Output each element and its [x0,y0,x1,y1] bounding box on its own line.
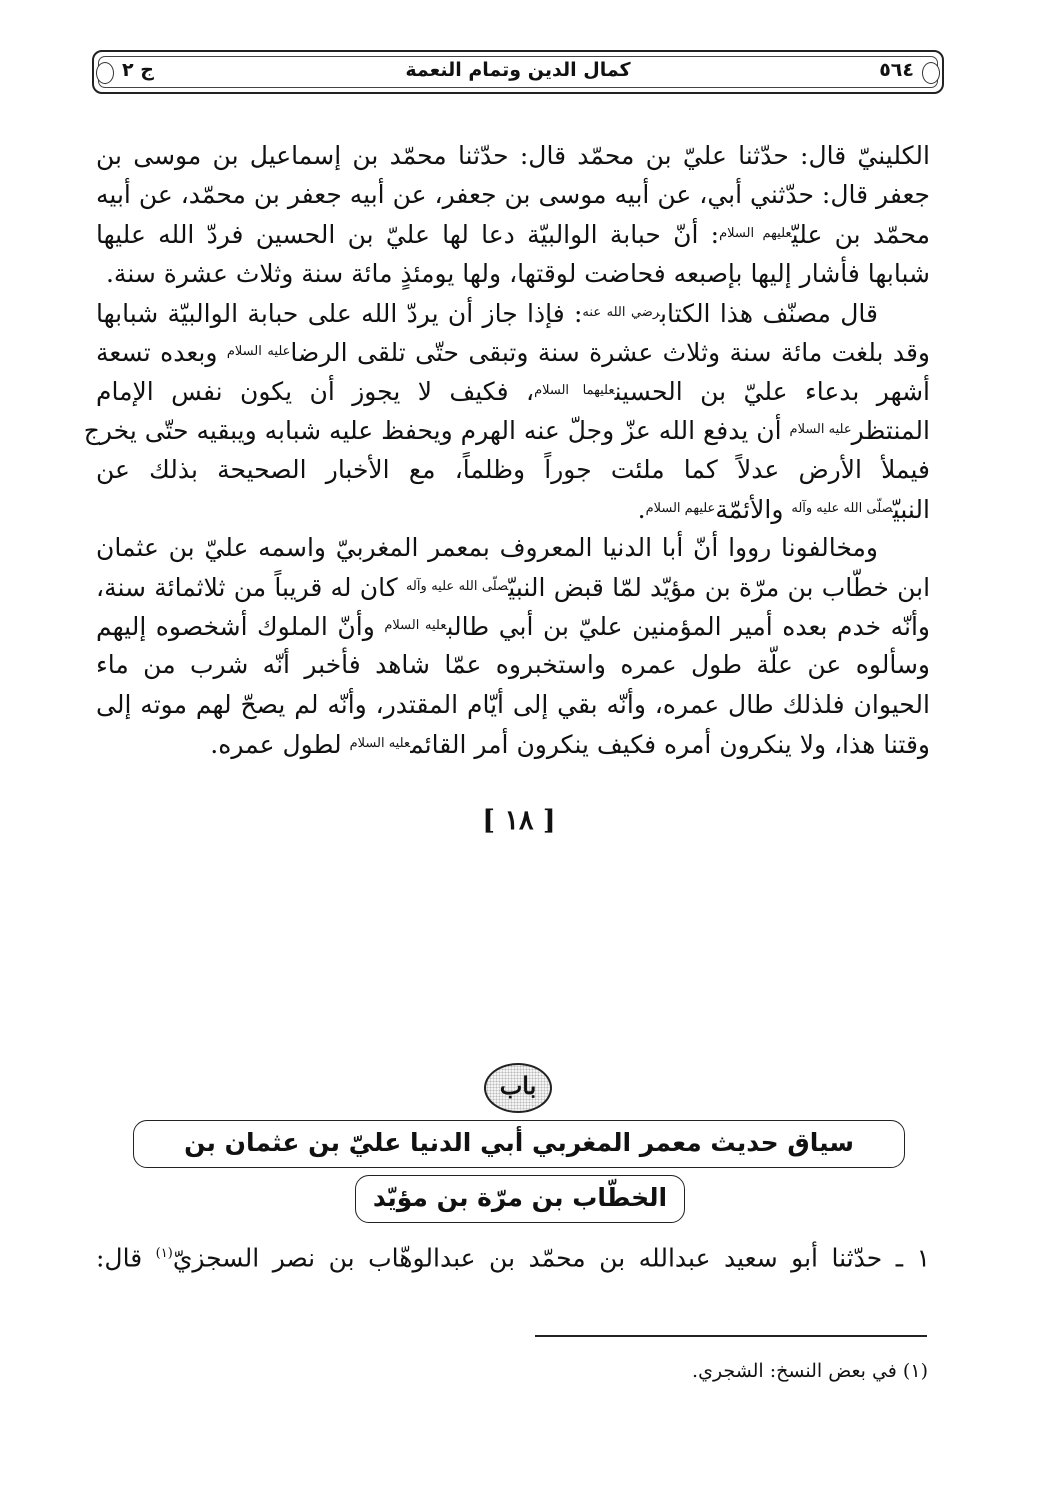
honorific: صلّى الله عليه وآله [405,579,509,595]
text-line [96,254,930,293]
honorific: صلّى الله عليه وآله [791,500,893,516]
text-segment: وأنّ الملوك أشخصوه إليهم [96,612,385,642]
text-segment: محمّد بن عليّ [791,220,931,250]
text-line [96,528,930,567]
footnote-ref[interactable]: (١) [155,1246,173,1261]
text-segment: أشهر بدعاء عليّ بن الحسين [614,377,931,407]
main-text [83,136,931,763]
text-segment: ابن خطّاب بن مرّة بن مؤيّد لمّا قبض النبيّ [508,573,931,603]
text-segment: الكلينيّ قال: حدّثنا عليّ بن محمّد قال: حدّثنا محمّد بن إسماعيل بن موسى بن [96,141,930,170]
text-segment: كان له قريباً من ثلاثمائة سنة، [96,573,406,603]
text-segment: . [637,494,646,524]
honorific: عليه السلام [349,735,411,751]
hadith-opening [96,1234,930,1277]
text-line [96,724,930,763]
bab-badge: باب [484,1063,552,1113]
honorific: عليهم السلام [645,500,716,516]
volume-number: ج ٢ [122,59,154,81]
running-header [92,50,944,94]
text-segment: ومخالفونا رووا أنّ أبا الدنيا المعروف بمعمر المغربيّ واسمه عليّ بن عثمان [96,532,878,562]
text-line [96,606,930,645]
text-line [96,645,930,684]
text-segment: جعفر قال: حدّثني أبي، عن أبيه موسى بن جعفر، عن أبيه جعفر بن محمّد، عن أبيه [96,180,930,210]
text-line [96,371,930,410]
text-line [96,332,930,371]
text-line [83,410,930,449]
text-line [96,450,930,489]
text-line [96,136,930,175]
text-segment: وبعده تسعة [96,337,227,367]
text-segment: لطول عمره. [210,729,350,759]
text-segment: فيملأ الأرض عدلاً كما ملئت جوراً وظلماً، مع الأخبار الصحيحة بذلك عن [96,454,930,484]
text-segment: وقتنا هذا، ولا ينكرون أمره فكيف ينكرون أمر القائم [410,729,930,759]
text-segment: وقد بلغت مائة سنة وثلاث عشرة سنة وتبقى حتّى تلقى الرضا [290,337,931,367]
text-segment: أن يدفع الله عزّ وجلّ عنه الهرم ويحفظ عليه شبابه ويبقيه حتّى يخرج [83,416,790,446]
text-segment: شبابها فأشار إليها بإصبعه فحاضت لوقتها، ولها يومئذٍ مائة سنة وثلاث عشرة سنة. [105,258,930,288]
book-title: كمال الدين وتمام النعمة [405,59,631,81]
honorific: عليه السلام [789,422,852,438]
text-segment: وأنّه خدم بعده أمير المؤمنين عليّ بن أبي طالب [446,612,930,642]
text-line [96,567,930,606]
text-line [96,489,930,528]
text-line [96,293,930,332]
page-number: ٥٦٤ [879,59,914,81]
honorific: رضي الله عنه [582,304,661,320]
chapter-title-line-2: الخطّاب بن مرّة بن مؤيّد [355,1175,685,1223]
ornament-icon [96,62,114,84]
footnote: (١) في بعض النسخ: الشجري. [692,1360,928,1382]
hadith-text: ١ ـ حدّثنا أبو سعيد عبدالله بن محمّد بن عبدالوهّاب بن نصر السجزيّ [172,1243,930,1273]
honorific: عليهم السلام [719,226,792,242]
text-segment: المنتظر [851,416,930,446]
text-segment: والأئمّة [715,494,792,524]
text-segment: ، فكيف لا يجوز أن يكون نفس الإمام [96,377,535,407]
text-segment: : أنّ حبابة الوالبيّة دعا لها عليّ بن الحسين فردّ الله عليها [96,220,720,250]
honorific: عليه السلام [384,618,447,634]
text-segment: وسألوه عن علّة طول عمره واستخبروه عمّا شاهد فأخبر أنّه شرب من ماء [96,650,930,680]
ornament-icon [922,62,940,84]
hadith-tail: قال: [96,1243,156,1273]
honorific: عليه السلام [226,343,291,359]
text-line [96,175,930,214]
text-segment: قال مصنّف هذا الكتاب [660,298,878,328]
text-segment: النبيّ [892,494,930,524]
text-segment: : فإذا جاز أن يردّ الله على حبابة الوالبيّة شبابها [96,298,583,328]
text-line [96,685,930,724]
text-segment: الحيوان فلذلك طال عمره، وأنّه بقي إلى أيّام المقتدر، وأنّه لم يصحّ لهم موته إلى [96,689,930,719]
section-number: [ ١٨ ] [482,805,556,836]
honorific: عليهما السلام [534,383,615,399]
footnote-divider [535,1335,927,1337]
chapter-title-line-1: سياق حديث معمر المغربي أبي الدنيا عليّ بن عثمان بن [133,1120,905,1168]
text-line [96,214,930,253]
